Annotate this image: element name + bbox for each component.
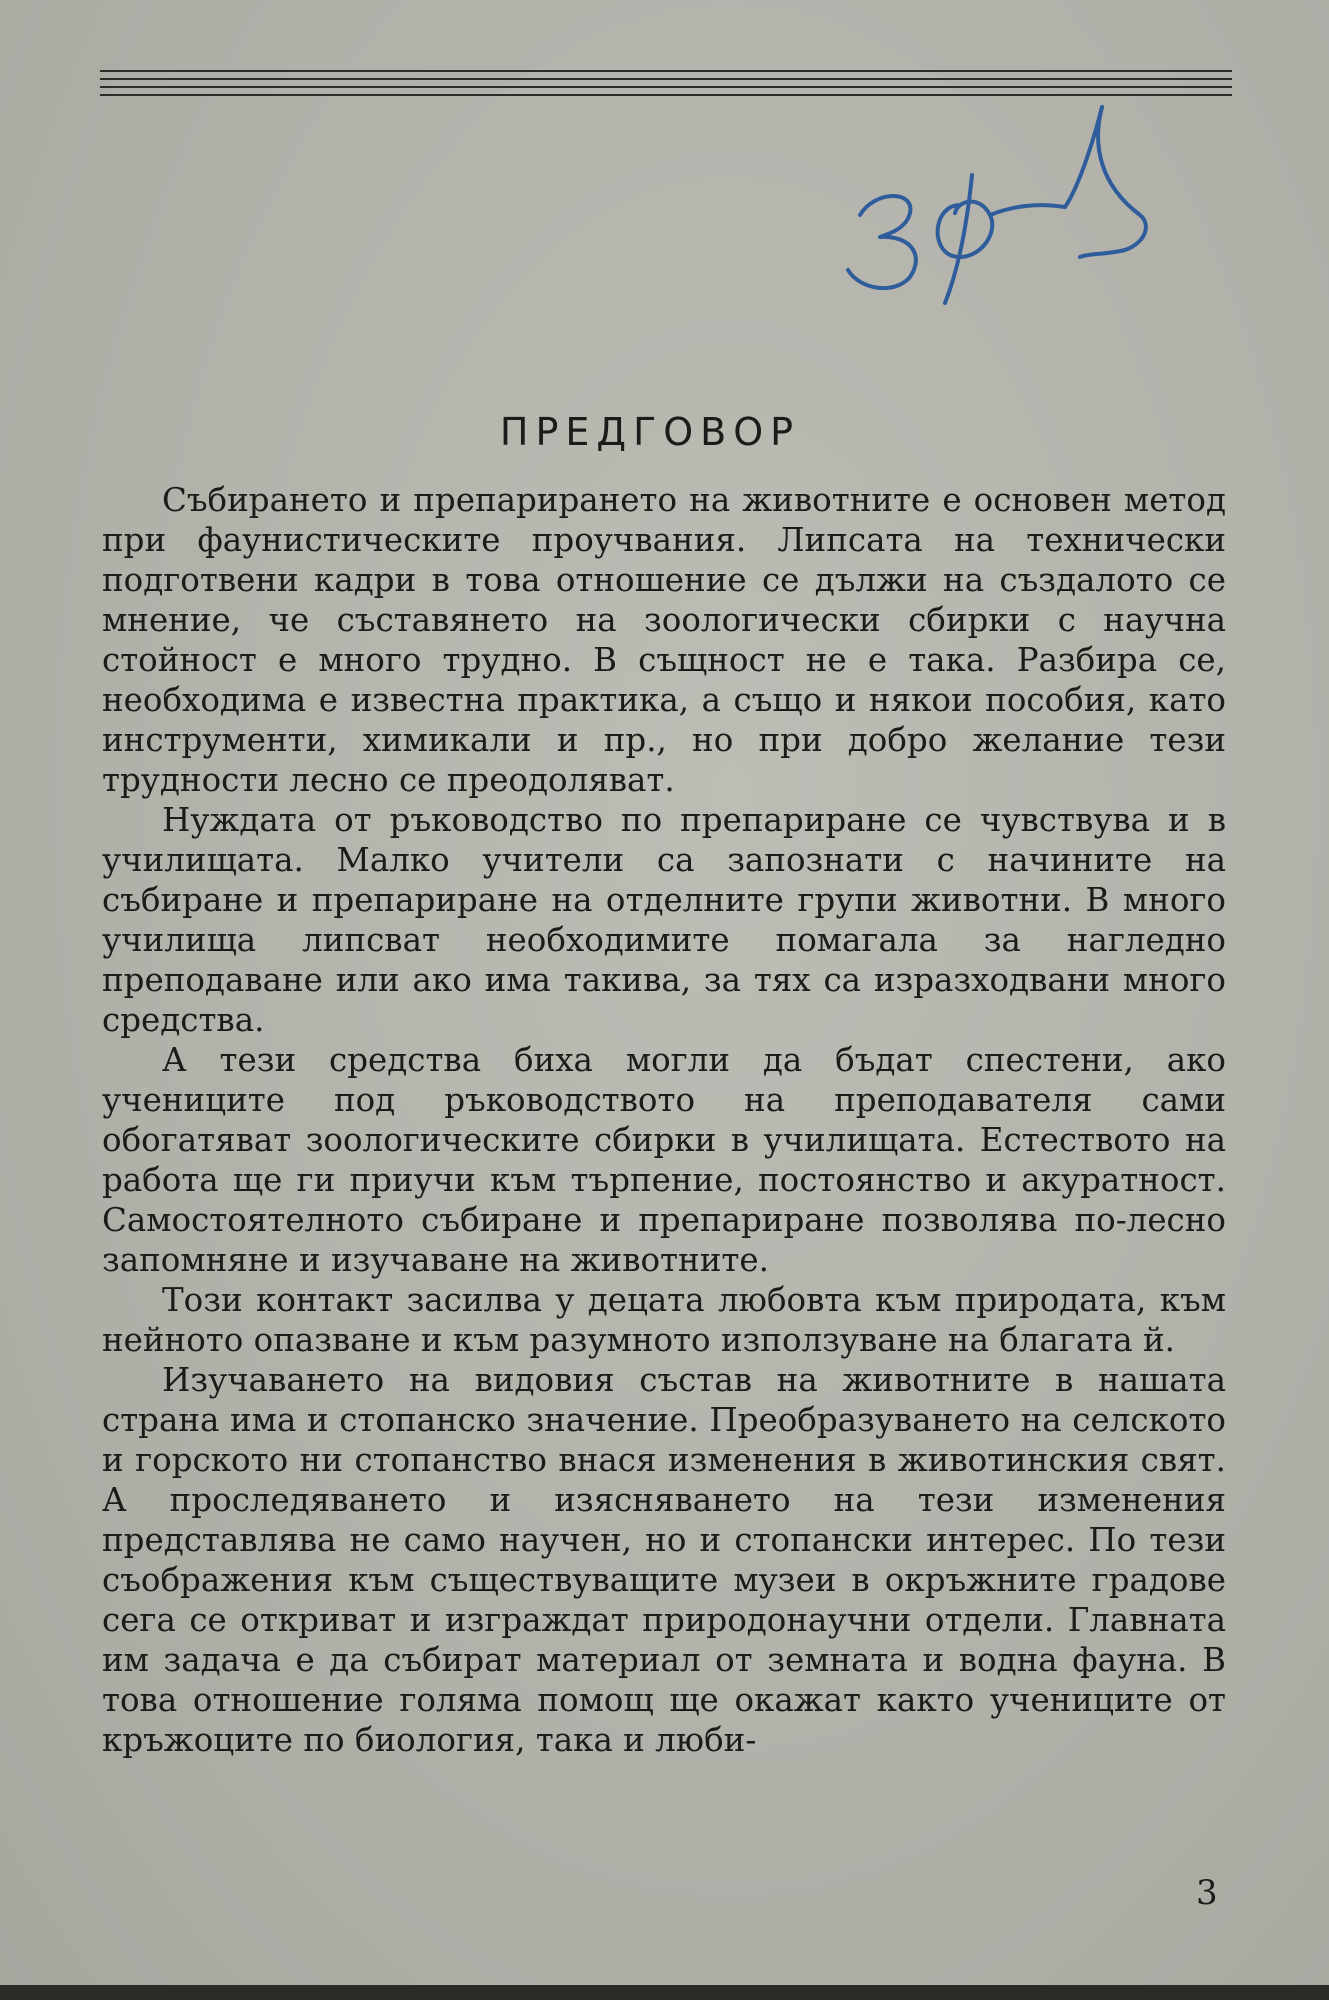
page-title: ПРЕДГОВОР — [499, 410, 801, 454]
page-bottom-edge — [0, 1985, 1329, 2000]
paragraph: Изучаването на видовия състав на животните в нашата страна има и стопанско значение. Преобразуването на селското и горското ни стопанство внася изменения в животинския свят. А проследяването и изясняването на тези изменения представлява не само научен, но и стопански интерес. По тези съображения към съществуващите музеи в окръжните градове сега се откриват и изграждат природонаучни отдели. Главната им задача е да събират материал от земната и водна фауна. В това отношение голяма помощ ще окажат както учениците от кръжоците по биология, така и люби- — [102, 1361, 1226, 1759]
paragraph: Нуждата от ръководство по препариране се чувствува и в училищата. Малко учители са запознати с начините на събиране и препариране на отделните групи животни. В много училища липсват необходимите помагала за нагледно преподаване или ако има такива, за тях са изразходвани много средства. — [102, 801, 1226, 1039]
paragraph: А тези средства биха могли да бъдат спестени, ако учениците под ръководството на преподавателя сами обогатяват зоологическите сбирки в училищата. Естеството на работа ще ги приучи към търпение, постоянство и акуратност. Самостоятелното събиране и препариране позволява по-лесно запомняне и изучаване на животните. — [102, 1041, 1226, 1279]
handwritten-signature — [840, 95, 1180, 305]
header-rule-line — [100, 78, 1232, 80]
header-rules — [100, 70, 1232, 98]
paragraph: Събирането и препарирането на животните е основен метод при фаунистическите проучвания. Липсата на технически подготвени кадри в това отношение се дължи на създалото се мнение, че съставянето на зоологически сбирки с научна стойност е много трудно. В същност не е така. Разбира се, необходима е известна практика, а също и някои пособия, като инструменти, химикали и пр., но при добро желание тези трудности лесно се преодоляват. — [102, 481, 1226, 799]
preface-text — [102, 480, 1226, 1760]
paragraph: Този контакт засилва у децата любовта към природата, към нейното опазване и към разумното използуване на благата й. — [102, 1281, 1226, 1359]
header-rule-line — [100, 86, 1232, 88]
header-rule-line — [100, 70, 1232, 72]
page-number: 3 — [1196, 1873, 1218, 1913]
